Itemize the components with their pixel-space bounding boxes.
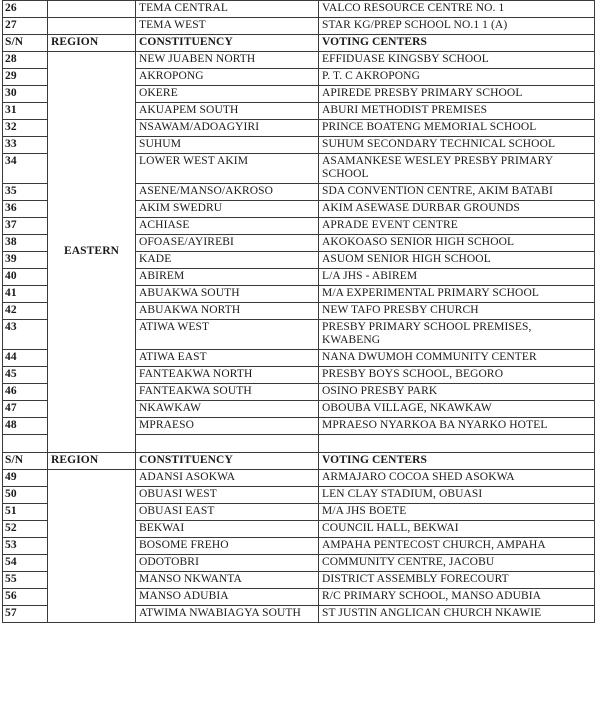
row-voting-center: ASAMANKESE WESLEY PRESBY PRIMARY SCHOOL (319, 154, 595, 184)
row-sn: 49 (3, 470, 48, 487)
row-voting-center: AMPAHA PENTECOST CHURCH, AMPAHA (319, 538, 595, 555)
header-voting-centers: VOTING CENTERS (319, 453, 595, 470)
row-sn: 48 (3, 418, 48, 435)
row-constituency: ATWIMA NWABIAGYA SOUTH (136, 606, 319, 623)
header-sn: S/N (3, 35, 48, 52)
row-sn: 40 (3, 269, 48, 286)
table-row (3, 52, 595, 69)
row-sn: 41 (3, 286, 48, 303)
row-sn: 38 (3, 235, 48, 252)
row-sn: 44 (3, 350, 48, 367)
row-constituency: ADANSI ASOKWA (136, 470, 319, 487)
header-row (3, 35, 595, 52)
region-empty (48, 470, 136, 623)
row-sn: 53 (3, 538, 48, 555)
table-row (3, 470, 595, 487)
row-voting-center: M/A EXPERIMENTAL PRIMARY SCHOOL (319, 286, 595, 303)
row-constituency: MANSO NKWANTA (136, 572, 319, 589)
row-voting-center: OSINO PRESBY PARK (319, 384, 595, 401)
table-row (3, 1, 595, 18)
row-voting-center: ARMAJARO COCOA SHED ASOKWA (319, 470, 595, 487)
row-constituency: ATIWA EAST (136, 350, 319, 367)
row-constituency: ACHIASE (136, 218, 319, 235)
row-region-empty (48, 1, 136, 18)
row-voting-center: R/C PRIMARY SCHOOL, MANSO ADUBIA (319, 589, 595, 606)
row-sn: 28 (3, 52, 48, 69)
row-constituency: FANTEAKWA SOUTH (136, 384, 319, 401)
row-sn: 42 (3, 303, 48, 320)
row-sn: 37 (3, 218, 48, 235)
row-constituency: LOWER WEST AKIM (136, 154, 319, 184)
row-voting-center: APRADE EVENT CENTRE (319, 218, 595, 235)
row-voting-center: M/A JHS BOETE (319, 504, 595, 521)
row-voting-center: P. T. C AKROPONG (319, 69, 595, 86)
row-constituency: OBUASI EAST (136, 504, 319, 521)
row-constituency: ASENE/MANSO/AKROSO (136, 184, 319, 201)
row-voting-center: PRESBY PRIMARY SCHOOL PREMISES, KWABENG (319, 320, 595, 350)
row-sn: 34 (3, 154, 48, 184)
row-voting-center: NANA DWUMOH COMMUNITY CENTER (319, 350, 595, 367)
row-sn: 30 (3, 86, 48, 103)
row-sn: 26 (3, 1, 48, 18)
row-constituency: AKUAPEM SOUTH (136, 103, 319, 120)
row-constituency: NKAWKAW (136, 401, 319, 418)
row-voting-center: SUHUM SECONDARY TECHNICAL SCHOOL (319, 137, 595, 154)
blank-constituency (136, 435, 319, 453)
row-voting-center: AKOKOASO SENIOR HIGH SCHOOL (319, 235, 595, 252)
table-body (3, 1, 595, 623)
row-sn: 39 (3, 252, 48, 269)
row-sn: 47 (3, 401, 48, 418)
row-constituency: FANTEAKWA NORTH (136, 367, 319, 384)
blank-voting-center (319, 435, 595, 453)
row-sn: 56 (3, 589, 48, 606)
row-voting-center: ST JUSTIN ANGLICAN CHURCH NKAWIE (319, 606, 595, 623)
row-voting-center: MPRAESO NYARKOA BA NYARKO HOTEL (319, 418, 595, 435)
region-eastern: EASTERN (48, 52, 136, 453)
row-constituency: AKROPONG (136, 69, 319, 86)
row-constituency: ATIWA WEST (136, 320, 319, 350)
row-voting-center: DISTRICT ASSEMBLY FORECOURT (319, 572, 595, 589)
row-sn: 54 (3, 555, 48, 572)
row-sn: 36 (3, 201, 48, 218)
blank-sn (3, 435, 48, 453)
row-voting-center: ASUOM SENIOR HIGH SCHOOL (319, 252, 595, 269)
header-voting-centers: VOTING CENTERS (319, 35, 595, 52)
row-voting-center: OBOUBA VILLAGE, NKAWKAW (319, 401, 595, 418)
row-sn: 57 (3, 606, 48, 623)
row-constituency: NSAWAM/ADOAGYIRI (136, 120, 319, 137)
row-sn: 55 (3, 572, 48, 589)
row-voting-center: VALCO RESOURCE CENTRE NO. 1 (319, 1, 595, 18)
row-sn: 31 (3, 103, 48, 120)
header-constituency: CONSTITUENCY (136, 453, 319, 470)
row-constituency: OKERE (136, 86, 319, 103)
row-constituency: NEW JUABEN NORTH (136, 52, 319, 69)
row-constituency: ABUAKWA NORTH (136, 303, 319, 320)
row-sn: 29 (3, 69, 48, 86)
row-voting-center: NEW TAFO PRESBY CHURCH (319, 303, 595, 320)
row-sn: 33 (3, 137, 48, 154)
row-sn: 35 (3, 184, 48, 201)
row-constituency: OFOASE/AYIREBI (136, 235, 319, 252)
row-sn: 52 (3, 521, 48, 538)
row-constituency: OBUASI WEST (136, 487, 319, 504)
header-region: REGION (48, 453, 136, 470)
row-voting-center: EFFIDUASE KINGSBY SCHOOL (319, 52, 595, 69)
row-constituency: MANSO ADUBIA (136, 589, 319, 606)
header-constituency: CONSTITUENCY (136, 35, 319, 52)
row-voting-center: LEN CLAY STADIUM, OBUASI (319, 487, 595, 504)
row-voting-center: COMMUNITY CENTRE, JACOBU (319, 555, 595, 572)
row-constituency: ABIREM (136, 269, 319, 286)
row-constituency: MPRAESO (136, 418, 319, 435)
row-voting-center: PRINCE BOATENG MEMORIAL SCHOOL (319, 120, 595, 137)
row-voting-center: ABURI METHODIST PREMISES (319, 103, 595, 120)
row-constituency: ABUAKWA SOUTH (136, 286, 319, 303)
header-sn: S/N (3, 453, 48, 470)
row-constituency: TEMA CENTRAL (136, 1, 319, 18)
row-sn: 27 (3, 18, 48, 35)
table-row (3, 18, 595, 35)
row-voting-center: PRESBY BOYS SCHOOL, BEGORO (319, 367, 595, 384)
row-constituency: ODOTOBRI (136, 555, 319, 572)
row-voting-center: AKIM ASEWASE DURBAR GROUNDS (319, 201, 595, 218)
row-sn: 43 (3, 320, 48, 350)
row-sn: 50 (3, 487, 48, 504)
row-constituency: BEKWAI (136, 521, 319, 538)
header-row (3, 453, 595, 470)
row-sn: 51 (3, 504, 48, 521)
row-constituency: SUHUM (136, 137, 319, 154)
row-voting-center: SDA CONVENTION CENTRE, AKIM BATABI (319, 184, 595, 201)
row-constituency: BOSOME FREHO (136, 538, 319, 555)
row-voting-center: L/A JHS - ABIREM (319, 269, 595, 286)
row-constituency: KADE (136, 252, 319, 269)
row-sn: 46 (3, 384, 48, 401)
row-region-empty (48, 18, 136, 35)
row-voting-center: STAR KG/PREP SCHOOL NO.1 1 (A) (319, 18, 595, 35)
row-constituency: TEMA WEST (136, 18, 319, 35)
row-constituency: AKIM SWEDRU (136, 201, 319, 218)
voting-centers-table (2, 0, 595, 623)
row-sn: 32 (3, 120, 48, 137)
row-sn: 45 (3, 367, 48, 384)
row-voting-center: APIREDE PRESBY PRIMARY SCHOOL (319, 86, 595, 103)
header-region: REGION (48, 35, 136, 52)
row-voting-center: COUNCIL HALL, BEKWAI (319, 521, 595, 538)
